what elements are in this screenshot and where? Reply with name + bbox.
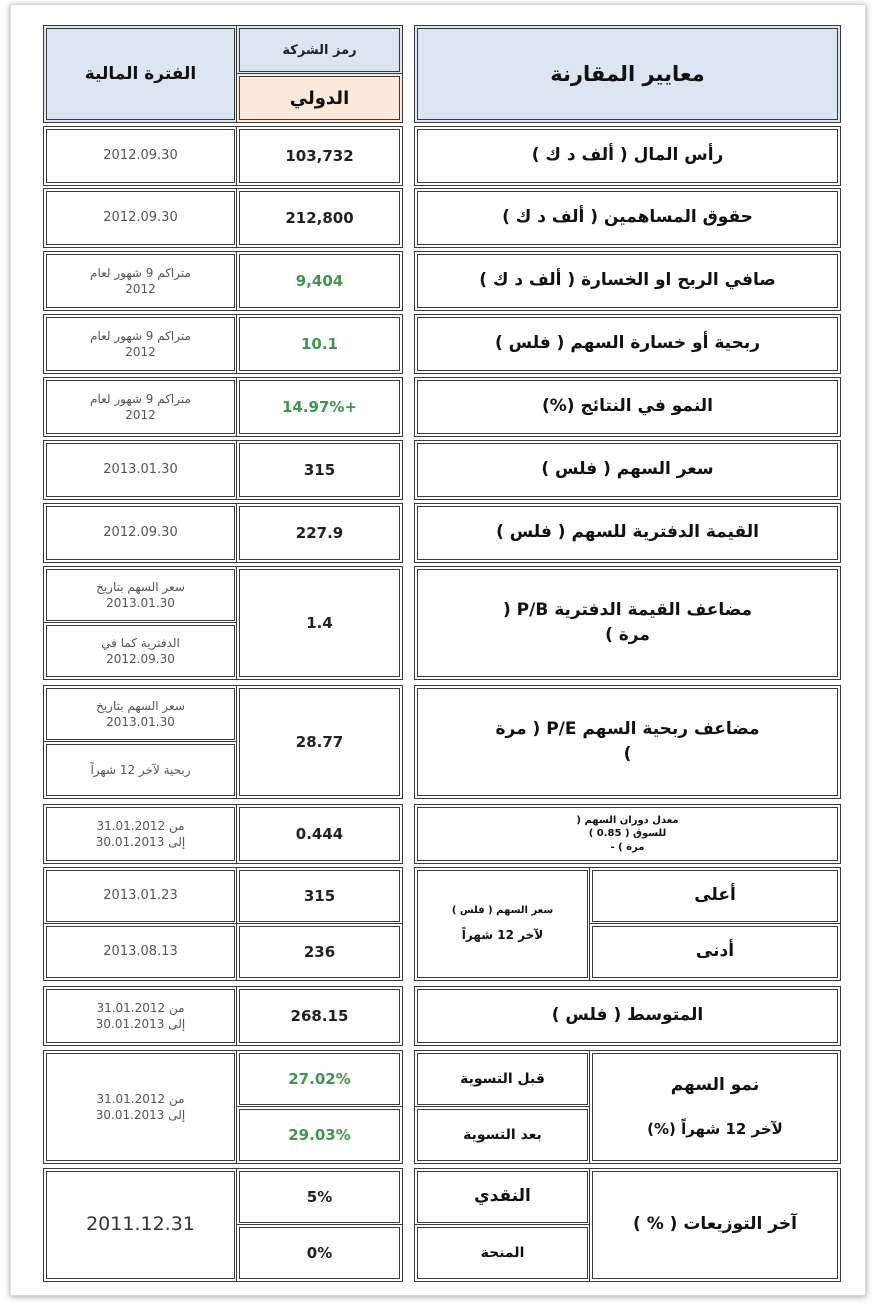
net-profit-period: متراكم 9 شهور لعام 2012 (43, 251, 238, 311)
growth-label: النمو في النتائج (%) (414, 377, 841, 437)
price-label: سعر السهم ( فلس ) (414, 440, 841, 500)
pe-value: 28.77 (236, 685, 403, 799)
book-value-period: 2012.09.30 (43, 503, 238, 563)
high-label: أعلى (589, 867, 841, 925)
price-range-group-label: سعر السهم ( فلس ) لآخر 12 شهراً (414, 867, 591, 981)
pe-period-earnings: ربحية لآخر 12 شهراً (43, 741, 238, 799)
comparison-sheet (10, 4, 866, 1296)
cash-label: النقدي (414, 1168, 591, 1226)
capital-value: 103,732 (236, 126, 403, 186)
turnover-label: معدل دوران السهم ( للسوق ( 0.85 ) مرة ) - (414, 804, 841, 864)
average-value: 268.15 (236, 986, 403, 1046)
pe-period-price: سعر السهم بتاريخ 2013.01.30 (43, 685, 238, 743)
average-label: المتوسط ( فلس ) (414, 986, 841, 1046)
bonus-label: المنحة (414, 1224, 591, 1282)
growth-value: 14.97%+ (236, 377, 403, 437)
eps-period: متراكم 9 شهور لعام 2012 (43, 314, 238, 374)
pb-value: 1.4 (236, 566, 403, 680)
pb-period-book: الدفترية كما في 2012.09.30 (43, 622, 238, 680)
high-value: 315 (236, 867, 403, 925)
low-label: أدنى (589, 923, 841, 981)
capital-label: رأس المال ( ألف د ك ) (414, 126, 841, 186)
before-adjustment-label: قبل التسوية (414, 1050, 591, 1108)
header-symbol-label: رمز الشركة (236, 25, 403, 75)
high-period: 2013.01.23 (43, 867, 238, 925)
average-period: من 31.01.2012 إلى 30.01.2013 (43, 986, 238, 1046)
equity-value: 212,800 (236, 188, 403, 248)
after-adjustment-value: 29.03% (236, 1106, 403, 1164)
price-value: 315 (236, 440, 403, 500)
distributions-label: آخر التوزيعات ( % ) (589, 1168, 841, 1282)
after-adjustment-label: بعد التسوية (414, 1106, 591, 1164)
equity-label: حقوق المساهمين ( ألف د ك ) (414, 188, 841, 248)
turnover-period: من 31.01.2012 إلى 30.01.2013 (43, 804, 238, 864)
price-period: 2013.01.30 (43, 440, 238, 500)
eps-label: ربحية أو خسارة السهم ( فلس ) (414, 314, 841, 374)
low-value: 236 (236, 923, 403, 981)
header-period: الفترة المالية (43, 25, 238, 123)
pb-period-price: سعر السهم بتاريخ 2013.01.30 (43, 566, 238, 624)
low-period: 2013.08.13 (43, 923, 238, 981)
net-profit-label: صافي الربح او الخسارة ( ألف د ك ) (414, 251, 841, 311)
capital-period: 2012.09.30 (43, 126, 238, 186)
stock-growth-label: نمو السهم لآخر 12 شهراً (%) (589, 1050, 841, 1164)
distributions-period: 2011.12.31 (43, 1168, 238, 1282)
pe-label: مضاعف ربحية السهم P/E ( مرة ) (414, 685, 841, 799)
header-criteria: معايير المقارنة (414, 25, 841, 123)
header-symbol: الدولي (236, 73, 403, 123)
bonus-value: 0% (236, 1224, 403, 1282)
turnover-value: 0.444 (236, 804, 403, 864)
stock-growth-period: من 31.01.2012 إلى 30.01.2013 (43, 1050, 238, 1164)
pb-label: مضاعف القيمة الدفترية P/B ( مرة ) (414, 566, 841, 680)
growth-period: متراكم 9 شهور لعام 2012 (43, 377, 238, 437)
eps-value: 10.1 (236, 314, 403, 374)
book-value-value: 227.9 (236, 503, 403, 563)
net-profit-value: 9,404 (236, 251, 403, 311)
before-adjustment-value: 27.02% (236, 1050, 403, 1108)
equity-period: 2012.09.30 (43, 188, 238, 248)
cash-value: 5% (236, 1168, 403, 1226)
book-value-label: القيمة الدفترية للسهم ( فلس ) (414, 503, 841, 563)
